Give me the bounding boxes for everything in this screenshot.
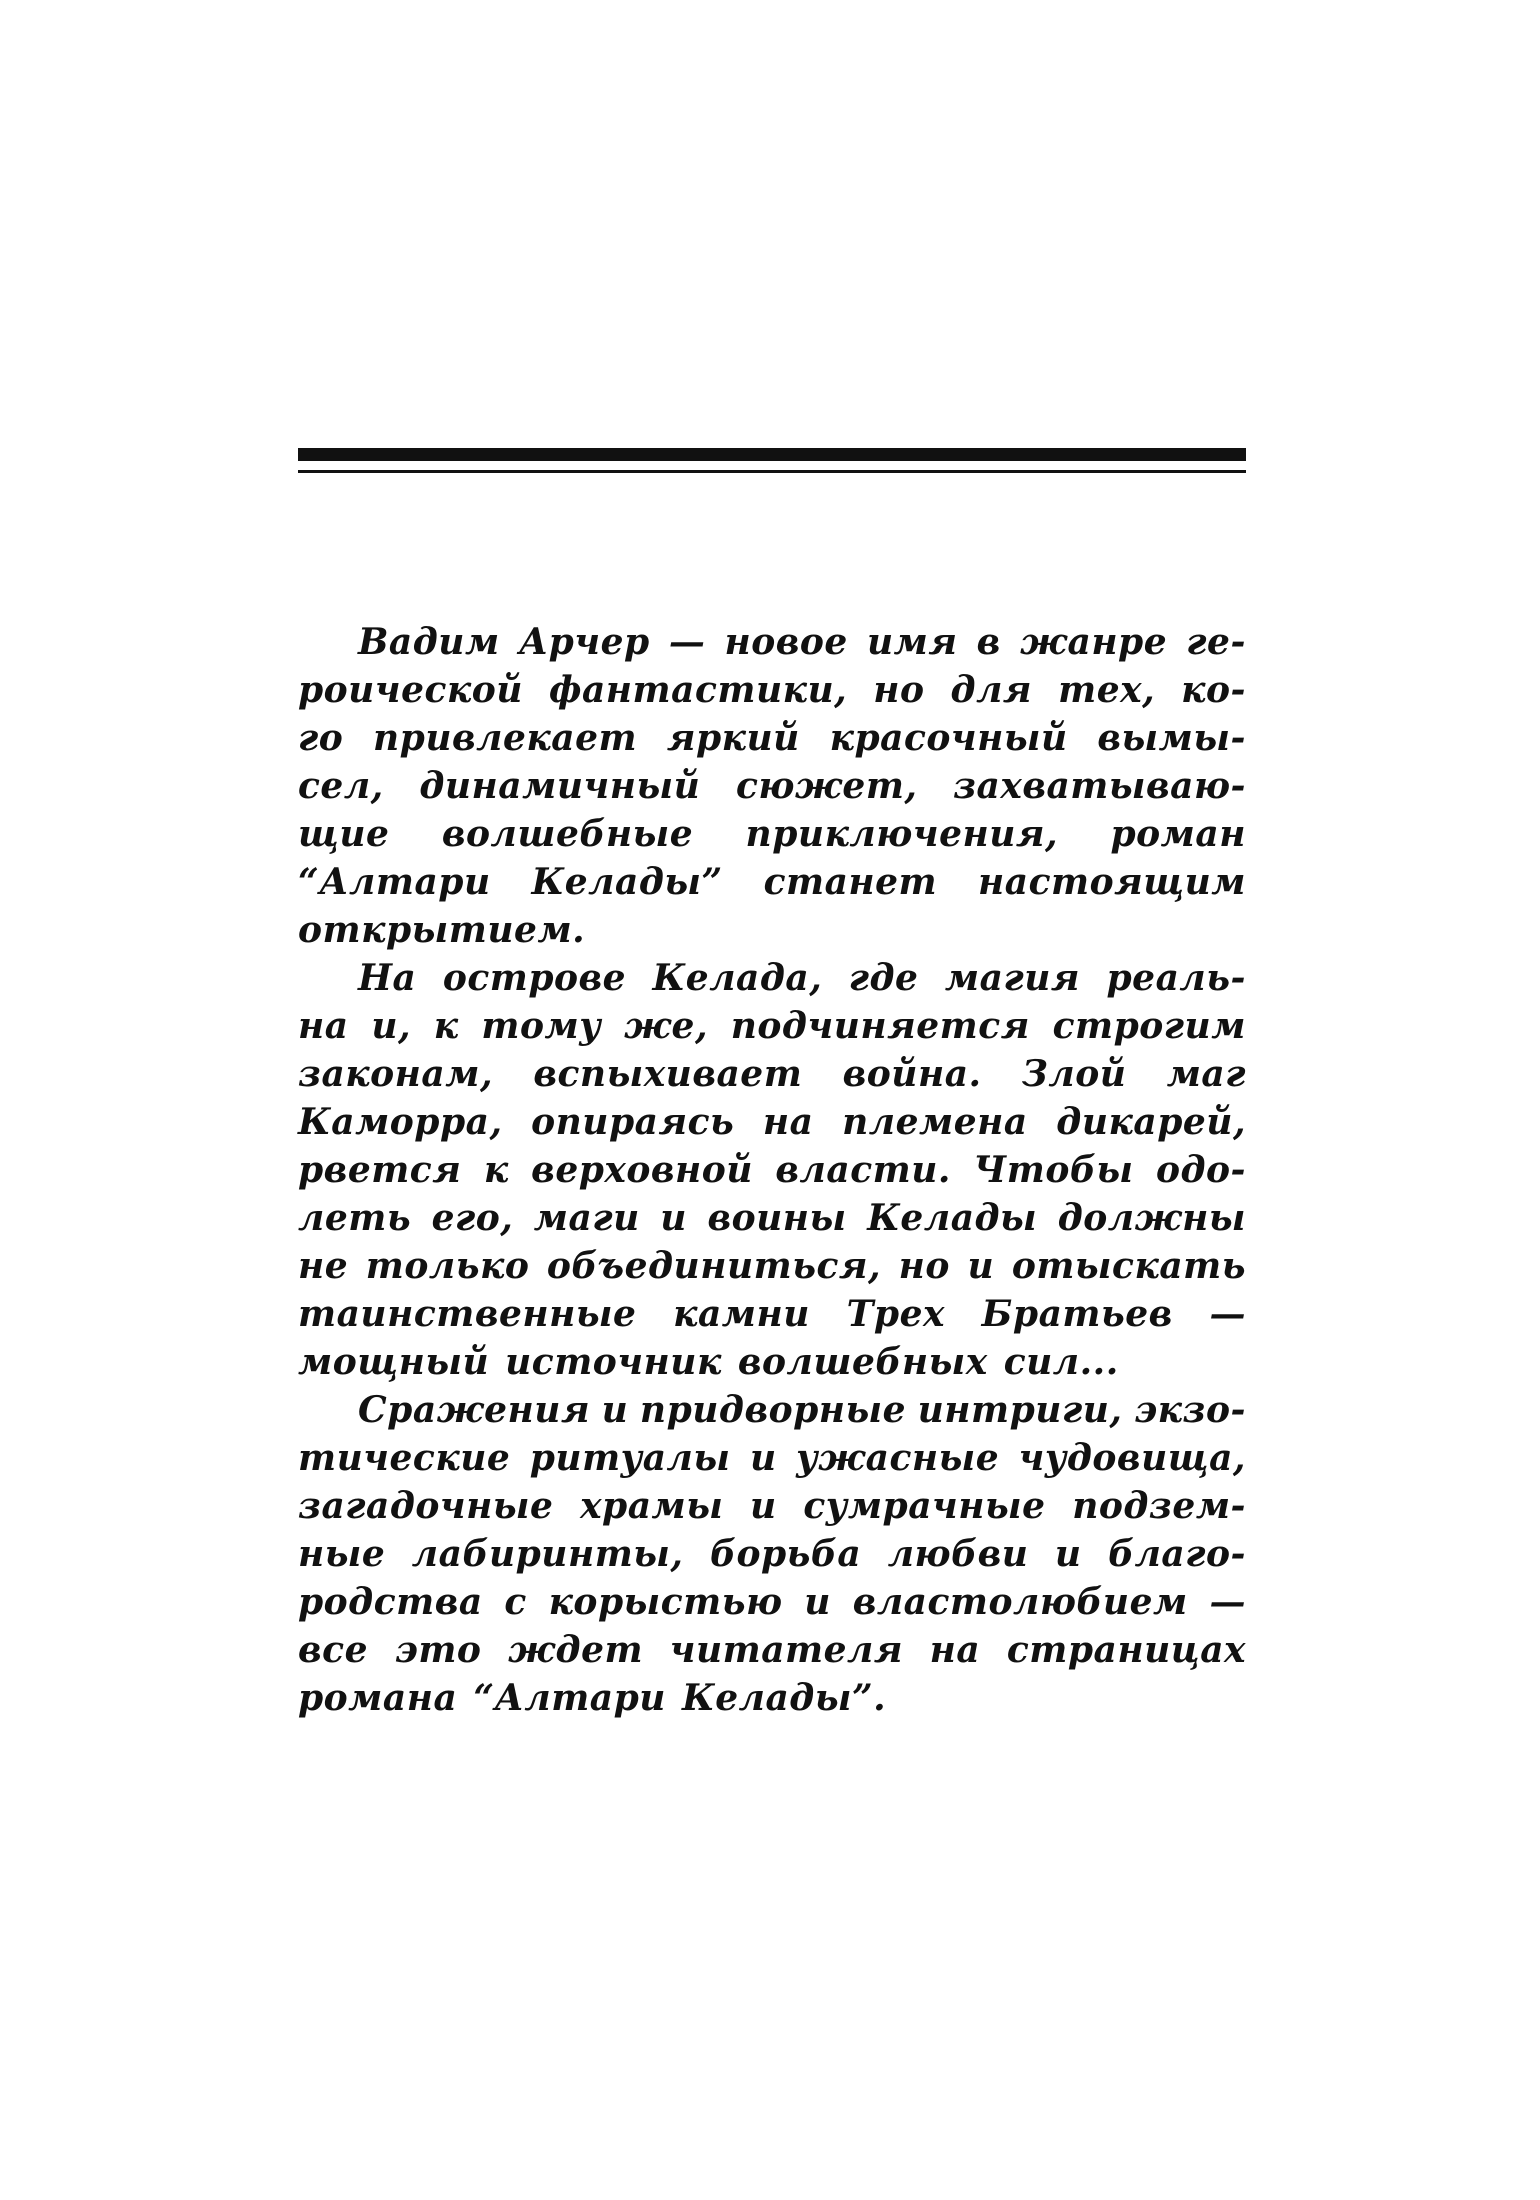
word: го [298,717,344,759]
word: мощный [298,1341,490,1383]
word: и [750,1485,777,1527]
word: Келады”. [681,1677,887,1719]
word: сумрачные [803,1485,1046,1527]
text-line [298,1290,1246,1338]
word: динамичный [419,765,701,807]
text-line [298,1098,1246,1146]
word: яркий [666,717,800,759]
text-line [298,954,1246,1002]
word: имя [866,621,958,663]
word: все [298,1629,368,1671]
text-line [298,1242,1246,1290]
word: роической [298,669,523,711]
text-line [298,1002,1246,1050]
word: романа [298,1677,458,1719]
word: — [1209,1581,1246,1623]
word: сил... [1003,1341,1119,1383]
word: Келада, [652,957,823,999]
word: же, [624,1005,708,1047]
text-line [298,1674,1246,1722]
text-line [298,1626,1246,1674]
word: с [504,1581,527,1623]
word: отыскать [1011,1245,1246,1287]
word: ные [298,1533,386,1575]
word: открытием. [298,909,586,951]
text-line [298,618,1246,666]
text-line [298,906,1246,954]
word: фантастики, [549,669,848,711]
word: воины [707,1197,847,1239]
text-line [298,1338,1246,1386]
text-line [298,1530,1246,1578]
word: щие [298,813,390,855]
word: источник [505,1341,722,1383]
text-line [298,666,1246,714]
word: ждет [508,1629,644,1671]
word: сюжет, [735,765,918,807]
word: — [1209,1293,1246,1335]
word: к [433,1005,459,1047]
word: опираясь [531,1101,735,1143]
word: и [749,1437,777,1479]
word: Келады” [531,861,723,903]
word: объединиться, [546,1245,882,1287]
word: но [898,1245,950,1287]
word: камни [673,1293,810,1335]
word: но [873,669,925,711]
word: храмы [580,1485,724,1527]
word: ужасные [796,1437,1000,1479]
word: законам, [298,1053,494,1095]
word: Арчер [518,621,650,663]
word: родства [298,1581,483,1623]
word: на [762,1101,814,1143]
word: маг [1166,1053,1246,1095]
word: настоящим [978,861,1246,903]
double-rule [298,448,1246,473]
word: рвется [298,1149,462,1191]
word: леть [298,1197,412,1239]
word: одо- [1155,1149,1246,1191]
word: вспыхивает [533,1053,803,1095]
word: магия [944,957,1081,999]
word: борьба [709,1533,862,1575]
word: и [601,1389,629,1431]
word: корыстью [548,1581,783,1623]
text-line [298,1434,1246,1482]
word: подчиняется [730,1005,1030,1047]
word: Чтобы [973,1149,1134,1191]
word: острове [442,957,627,999]
word: и [660,1197,687,1239]
word: племена [842,1101,1028,1143]
word: жанре [1019,621,1168,663]
word: Трех [846,1293,945,1335]
word: где [848,957,919,999]
word: интриги, [917,1389,1123,1431]
word: сел, [298,765,384,807]
word: на [298,1005,349,1047]
text-line [298,810,1246,858]
word: ритуалы [529,1437,731,1479]
word: его, [431,1197,514,1239]
word: лабиринты, [411,1533,684,1575]
word: Келады [867,1197,1038,1239]
word: красочный [829,717,1068,759]
word: чудовища, [1018,1437,1246,1479]
word: “Алтари [298,861,491,903]
word: строгим [1052,1005,1246,1047]
word: станет [763,861,938,903]
word: На [358,957,417,999]
word: загадочные [298,1485,554,1527]
text-line [298,1194,1246,1242]
word: это [394,1629,482,1671]
word: “Алтари [473,1677,666,1719]
text-line [298,1386,1246,1434]
word: роман [1110,813,1246,855]
word: Вадим [358,621,500,663]
word: тех, [1058,669,1156,711]
word: и, [371,1005,412,1047]
word: тические [298,1437,511,1479]
word: маги [533,1197,640,1239]
word: и [967,1245,995,1287]
word: привлекает [372,717,638,759]
word: на [929,1629,981,1671]
text-line [298,762,1246,810]
word: война. [842,1053,982,1095]
rule-thin [298,470,1246,473]
word: волшебные [441,813,694,855]
word: захватываю- [953,765,1246,807]
word: ге- [1186,621,1246,663]
word: и [1054,1533,1082,1575]
text-line [298,858,1246,906]
word: не [298,1245,349,1287]
word: власти. [775,1149,951,1191]
annotation-text [298,618,1246,1722]
word: экзо- [1133,1389,1246,1431]
word: Братьев [981,1293,1173,1335]
word: вымы- [1097,717,1246,759]
word: тому [481,1005,602,1047]
text-line [298,1482,1246,1530]
text-line [298,1146,1246,1194]
word: любви [887,1533,1029,1575]
word: Сражения [358,1389,591,1431]
word: благо- [1108,1533,1246,1575]
word: реаль- [1106,957,1246,999]
word: новое [724,621,848,663]
word: Злой [1021,1053,1127,1095]
word: в [976,621,1001,663]
word: таинственные [298,1293,637,1335]
text-line [298,714,1246,762]
word: к [483,1149,509,1191]
word: должны [1057,1197,1246,1239]
word: волшебных [737,1341,988,1383]
word: — [668,621,706,663]
word: дикарей, [1056,1101,1246,1143]
word: только [365,1245,530,1287]
word: для [950,669,1033,711]
text-line [298,1578,1246,1626]
word: верховной [531,1149,753,1191]
word: властолюбием [852,1581,1188,1623]
word: читателя [669,1629,904,1671]
text-line [298,1050,1246,1098]
word: страницах [1006,1629,1246,1671]
word: Каморра, [298,1101,503,1143]
rule-thick [298,448,1246,461]
word: придворные [639,1389,907,1431]
word: ко- [1181,669,1246,711]
word: подзем- [1072,1485,1246,1527]
word: приключения, [745,813,1059,855]
word: и [804,1581,831,1623]
